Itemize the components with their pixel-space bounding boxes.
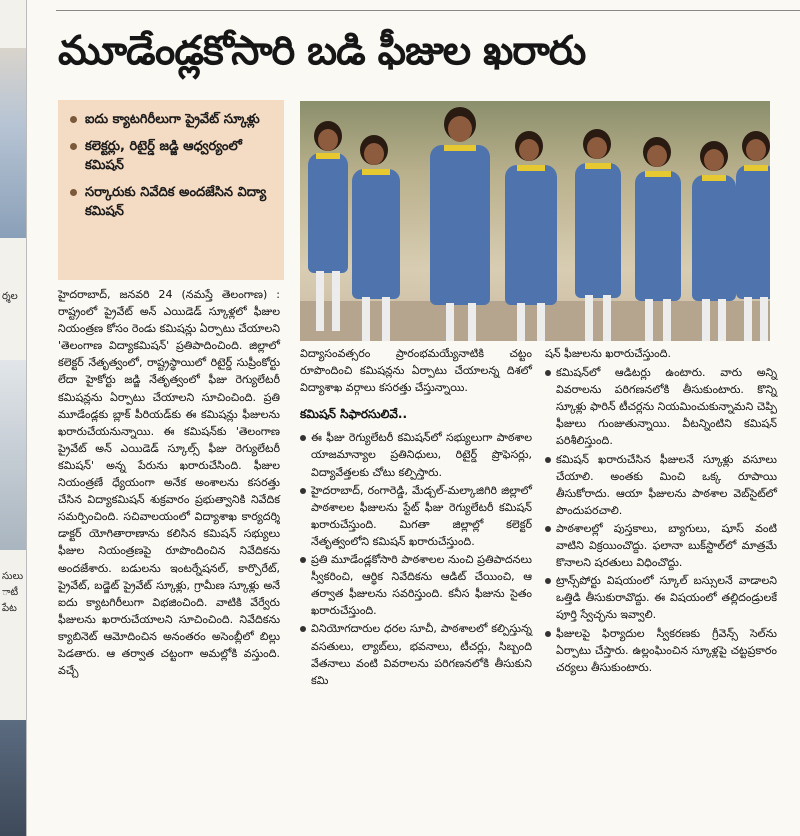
recommendation-item (300, 429, 532, 480)
recommendation-text: ఫీజులపై ఫిర్యాదుల స్వీకరణకు గ్రీవెన్స్ సెల్‌ను ఏర్పాటు చేస్తారు. ఉల్లంఘించిన స్కూళ్లపై చట్టప్రకారం చర్యలు తీసుకుంటారు. (556, 626, 777, 674)
body-column-1 (58, 286, 280, 679)
body-paragraph (58, 286, 280, 679)
bullet-icon (545, 526, 551, 532)
recommendation-item (300, 482, 532, 550)
recommendation-text: కమిషన్ ఖరారుచేసిన ఫీజులనే స్కూళ్లు వసూలు చేయాలి. అంతకు మించి ఒక్క రూపాయి తీసుకోరాదు. ఆయా ఫీజులను పాఠశాల వెబ్‌సైట్‌లో పొందుపరచాలి. (556, 452, 777, 517)
schoolgirls-photo (300, 101, 770, 341)
bullet-icon (545, 457, 551, 463)
recommendation-text: ప్రతి మూడేండ్లకోసారి పాఠశాలల నుంచి ప్రతిపాదనలు స్వీకరించి, ఆర్థిక నివేదికను ఆడిట్ చేయించి, ఆ తర్వాత ఫీజులను సవరిస్తుంది. కనీస ఫీజును సైతం ఖరారుచేస్తుంది. (311, 553, 532, 618)
bullet-icon (70, 143, 77, 150)
recommendation-item (545, 572, 777, 623)
highlight-item (70, 137, 276, 175)
body-column-3 (545, 345, 777, 677)
photo-ground (300, 301, 770, 341)
recommendation-text: ట్రాన్స్‌పోర్టు విషయంలో స్కూల్ బస్సులనే వాడాలని ఒత్తిడి తీసుకురావొద్దు. ఈ విషయంలో తల్లిదండ్రులకే పూర్తి స్వేచ్ఛను ఇవ్వాలి. (556, 574, 777, 622)
top-rule (56, 10, 800, 11)
bullet-icon (70, 189, 77, 196)
highlight-text: సర్కారుకు నివేదిక అందజేసిన విద్యా కమిషన్ (85, 185, 267, 219)
recommendation-item (545, 520, 777, 571)
adjacent-text-3: ాటీ (2, 587, 19, 598)
recommendation-item (545, 451, 777, 519)
recommendation-text: వినియోగదారుల ధరల సూచీ, పాఠశాలలో కల్పిస్తున్న వసతులు, ల్యాబ్‌లు, భవనాలు, టీచర్లు, సిబ్బంది వేతనాలు వంటి వివరాలను పరిగణనలోకి తీసుకుని కమి (311, 622, 532, 687)
highlight-text: ఐదు క్యాటగిరీలుగా ప్రైవేట్ స్కూళ్లు (85, 112, 260, 127)
adjacent-photo-bottom (0, 720, 26, 836)
recommendation-text: ఈ ఫీజు రెగ్యులేటరీ కమిషన్‌లో సభ్యులుగా పాఠశాల యాజమాన్యాల ప్రతినిధులు, రిటైర్డ్ ప్రొఫెసర్లు, విద్యావేత్తలకు చోటు కల్పిస్తారు. (311, 431, 532, 479)
dateline: హైదరాబాద్, జనవరి 24 (నమస్తే తెలంగాణ) : (58, 288, 280, 301)
bullet-icon (545, 370, 551, 376)
bullet-icon (70, 116, 77, 123)
recommendation-item (300, 551, 532, 619)
adjacent-photo-top (0, 48, 26, 238)
bullet-icon (545, 631, 551, 637)
highlight-item (70, 110, 276, 129)
highlights-box (58, 100, 284, 280)
body-paragraph: విద్యాసంవత్సరం ప్రారంభమయ్యేనాటికి చట్టం రూపొందించి కమిషన్లను ఏర్పాటు చేయాలన్న దిశలో విద్యాశాఖ వర్గాలు కసరత్తు చేస్తున్నాయి. (300, 347, 532, 395)
adjacent-text-2: సులు (2, 571, 24, 582)
highlight-text: కలెక్టర్లు, రిటైర్డ్ జడ్జి ఆధ్వర్యంలో కమిషన్ (85, 139, 242, 173)
highlight-item (70, 183, 276, 221)
bullet-icon (300, 626, 306, 632)
adjacent-text-1: ర్శల (2, 291, 18, 302)
recommendation-text: పాఠశాలల్లో పుస్తకాలు, బ్యాగులు, షూస్ వంటి వాటిని విక్రయించొద్దు. ఫలానా బుక్‌స్టాల్‌లో మాత్రమే కొనాలని షరతులు విధించొద్దు. (556, 521, 777, 570)
bullet-icon (300, 435, 306, 441)
body-paragraph: షన్ ఫీజులను ఖరారుచేస్తుంది. (545, 347, 672, 360)
body-column-2 (300, 345, 532, 690)
recommendation-item (545, 364, 777, 449)
recommendation-text: హైదరాబాద్, రంగారెడ్డి, మేడ్చల్-మల్కాజిగిరి జిల్లాలో పాఠశాలల ఫీజులను స్టేట్ ఫీజు రెగ్యులేటరీ కమిషన్ ఖరారుచేస్తుంది. మిగతా జిల్లాల్లో కలెక్టర్ నేతృత్వంలోని కమిషన్ ఖరారుచేస్తుంది. (311, 483, 532, 548)
recommendation-item (545, 625, 777, 676)
body-text: రాష్ట్రంలో ప్రైవేట్ అన్ ఎయిడెడ్ స్కూళ్లలో ఫీజుల నియంత్రణ కోసం రెండు కమిషన్లు ఏర్పాటు చేయాలని 'తెలంగాణ విద్యాకమిషన్' ప్రతిపాదించింది. జిల్లాలో కలెక్టర్ నేతృత్వంలో, రాష్ట్రస్థాయిలో రిటైర్డ్ సుప్రీంకోర్టు లేదా హైకోర్టు జడ్జి నేతృత్వంలో ఫీజు రెగ్యులేటరీ కమిషన్లను ఏర్పాటు చేయాలని సూచించింది. ప్రతి మూడేండ్లకు బ్లాక్ పీరియడ్‌కు ఈ కమిషన్లు ఫీజులను ఖరారుచేయనున్నాయి. ఈ కమిషన్‌కు 'తెలంగాణ ప్రైవేట్ అన్ ఎయిడెడ్ స్కూల్స్ ఫీజు రెగ్యులేటరీ కమిషన్' అన్న పేరును ఖరారుచేసింది. ఫీజుల నియంత్రణే ధ్యేయంగా అనేక అంశాలను కసరత్తు చేసిన విద్యాకమిషన్ శుక్రవారం ప్రభుత్వానికి నివేదిక సమర్పించింది. సచివాలయంలో విద్యాశాఖ కార్యదర్శి డాక్టర్ యోగితారాణాను కలిసిన కమిషన్ సభ్యులు ఫీజుల నియంత్రణపై రూపొందించిన నివేదికను అందజేశారు. బడులను ఇంటర్నేషనల్, కార్పొరేట్, ప్రైవేట్, బడ్జెట్ ప్రైవేట్ స్కూళ్లు, గ్రామీణ స్కూళ్లు అనే ఐదు క్యాటగిరీలుగా విభజించింది. వాటికి వేర్వేరు ఫీజులను ఖరారుచేయాలని సూచించింది. నివేదికను క్యాబినెట్ ఆమోదించిన అనంతరం అసెంబ్లీలో బిల్లు పెడతారు. ఆ తర్వాత చట్టంగా అమల్లోకి వస్తుంది. వచ్చే (58, 305, 280, 678)
bullet-icon (300, 488, 306, 494)
adjacent-article-strip (0, 0, 27, 836)
bullet-icon (300, 557, 306, 563)
adjacent-text-4: పేట (2, 603, 17, 614)
adjacent-photo-middle (0, 360, 26, 550)
recommendation-item (300, 620, 532, 688)
bullet-icon (545, 578, 551, 584)
recommendation-text: కమిషన్‌లో ఆడిటర్లు ఉంటారు. వారు అన్ని వివరాలను పరిగణనలోకి తీసుకుంటారు. కొన్ని స్కూళ్లు ఫారిన్ టీచర్లను నియమించుకున్నామని చెప్పి ఫీజులు గుంజుతున్నాయి. వీటన్నింటిని కమిషన్ పరిశీలిస్తుంది. (556, 366, 777, 448)
article-headline: మూడేండ్లకోసారి బడి ఫీజుల ఖరారు (58, 28, 586, 74)
recommendations-subhead: కమిషన్ సిఫారసులివే.. (300, 407, 408, 422)
